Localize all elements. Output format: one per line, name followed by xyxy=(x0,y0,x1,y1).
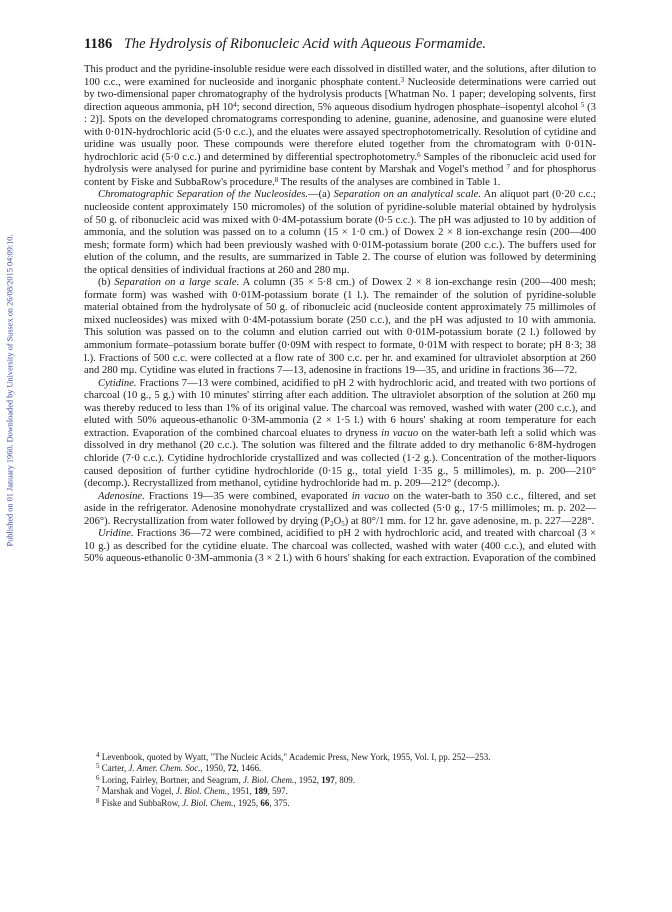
text-run: This product and the pyridine-insoluble residue were each dissolved in distilled water, and the solutions, after dilution to 100 c.c., were examined for nucleoside and inorganic phosphate content. xyxy=(84,64,596,88)
volume-number: 72 xyxy=(227,763,237,774)
text-run: and for phosphorus content by Fiske and SubbaRow's procedure. xyxy=(84,164,596,188)
section-heading: Adenosine. xyxy=(98,490,145,502)
footnote-mark: 4 xyxy=(96,751,100,759)
italic-term: in vacuo xyxy=(351,490,390,502)
text-run: An aliquot part (0·20 c.c.; nucleoside content approximately 150 micromoles) of the solution of pyridine-soluble material obtained by hydrolysis of 50 g. of ribonucleic acid was mixed with 0·4M-potassium borate (0·5 c.c.). The pH was adjusted to 10 by addition of ammonia, and the solution was passed on to a column (15 × 1·0 cm.) of Dowex 2 × 8 ion-exchange resin (200—400 mesh; formate form) which had been previously washed with 0·01M-potassium borate (200 c.c.). The buffers used for elution of the column, and the results, are summarized in Table 2. The course of elution was followed by determining the optical densities of individual fractions at 260 and 280 mμ. xyxy=(84,189,596,276)
text-run: (b) xyxy=(98,277,115,289)
page-header xyxy=(84,36,604,53)
text-run: Fractions 36—72 were combined, acidified to pH 2 with hydrochloric acid, and treated with charcoal (3 × 10 g.) as described for the cytidine eluate. The charcoal was collected, washed with water (400 c.c.), and eluted with 50% aqueous-ethanolic 0·3M-ammonia (3 × 2 l.) with 6 hours' shaking for each extraction. Evaporation of the combined xyxy=(84,528,596,565)
volume-number: 189 xyxy=(254,786,268,797)
ref-mark: 7 xyxy=(506,163,510,172)
footnote-text: Levenbook, quoted by Wyatt, "The Nucleic Acids," Academic Press, New York, 1955, Vol. I, pp. 252—253. xyxy=(99,752,491,762)
text-run: The results of the analyses are combined in Table 1. xyxy=(278,176,501,188)
subsection-heading: Separation on a large scale. xyxy=(114,277,240,289)
footnote xyxy=(84,798,596,809)
article-body xyxy=(84,64,596,566)
text-run: Nucleoside determinations were carried out by two-dimensional paper chromatography of the hydrolysis products [Whatman No. 1 paper; developing solvents, first direction aqueous ammonia, pH 10 xyxy=(84,76,596,113)
text-run: (3 : 2)]. Spots on the developed chromatograms corresponding to adenine, guanine, adenosine, and guanosine were eluted with 0·01N-hydrochloric acid (5·0 c.c.), and the eluates were assayed spectrophotometrically. Resolution of cytidine and uridine was usually poor. These compounds were therefore eluted together from the chromatogram with 0·01N-hydrochloric acid (5·0 c.c.) and determined by differential spectrophotometry. xyxy=(84,101,596,163)
text-run: Samples of the ribonucleic acid used for hydrolysis were analysed for purine and pyrimidine base content by Marshak and Vogel's method xyxy=(84,151,596,176)
journal-name: J. Biol. Chem. xyxy=(182,797,234,808)
footnote-mark: 8 xyxy=(96,796,100,805)
journal-name: J. Amer. Chem. Soc. xyxy=(128,763,201,774)
text-run: Fractions 7—13 were combined, acidified to pH 2 with hydrochloric acid, and treated with two portions of charcoal (10 g., 5 g.) with 10 minutes' stirring after each addition. The ultraviolet absorption of the solution at 260 mμ was thereby reduced to less than 1% of its original value. The charcoal was removed, washed with water (200 c.c.), and eluted with 50% aqueous-ethanolic 0·3M-ammonia (2 × 1·5 l.) with 6 hours' shaking at room temperature for each extraction. Evaporation of the combined charcoal eluates to dryness xyxy=(84,377,596,439)
footnote-text: , 375. xyxy=(269,797,290,808)
page-number: 1186 xyxy=(84,36,113,52)
ref-mark: 4 xyxy=(233,100,237,109)
subscript: 5 xyxy=(341,519,345,528)
footnote-mark: 5 xyxy=(96,762,100,771)
footnote-text: , 1952, xyxy=(294,774,322,785)
paragraph-adenosine xyxy=(84,491,596,529)
footnote-text: , 809. xyxy=(334,774,356,785)
text-run: on the water-bath to 350 c.c., filtered, and set aside in the refrigerator. Adenosine monohydrate crystallized and was collected (5·0 g., 17·5 millimoles; m. p. 202—206°). Recrystallization from water followed by drying (P xyxy=(84,490,596,527)
journal-name: J. Biol. Chem. xyxy=(243,774,295,785)
section-heading: Uridine. xyxy=(98,528,134,540)
text-run: A column (35 × 5·8 cm.) of Dowex 2 × 8 ion-exchange resin (200—400 mesh; formate form) was washed with 0·01M-potassium borate (1 l.). The remainder of the solution of pyridine-soluble material obtained from the hydrolysate of 50 g. of ribonucleic acid (nucleoside content approximately 75 millimoles of mixed nucleosides) was mixed with 0·4M-potassium borate (250 c.c.), and the pH was adjusted to 10 with ammonia. This solution was passed on to the column and elution carried out with 0·01M-potassium borate (2 l.) followed by ammonium formate–potassium borate buffer (0·09M with respect to formate, 0·01M with respect to borate; pH 8·3; 38 l.). Fractions of 500 c.c. were collected at a flow rate of 300 c.c. per hr. and examined for ultraviolet absorption at 260 and 280 mμ. Cytidine was eluted in fractions 7—13, adenosine in fractions 19—35, and uridine in fractions 36—72. xyxy=(84,277,596,377)
download-watermark xyxy=(2,150,18,630)
footnote-mark: 7 xyxy=(96,785,100,794)
footnote-text: Carter, xyxy=(99,763,129,774)
text-run: on the water-bath left a solid which was dissolved in dry methanol (20 c.c.). The solution was filtered and the filtrate added to dry methanolic 6·8M-hydrogen chloride (7·0 c.c.). Cytidine hydrochloride crystallized and was collected (1·2 g.). Concentration of the mother-liquors caused deposition of further cytidine hydrochloride (0·15 g., total yield 1·35 g., 5 millimoles), m. p. 200—210° (decomp.). Recrystallized from methanol, cytidine hydrochloride had m. p. 209—212° (decomp.). xyxy=(84,427,597,490)
footnote xyxy=(84,752,596,763)
footnote-text: Loring, Fairley, Bortner, and Seagram, xyxy=(99,774,244,785)
subsection-heading: Separation on an analytical scale. xyxy=(333,189,481,201)
download-watermark-text: Published on 01 January 1960. Downloaded by University of Sussex on 26/08/2015 04:09:10. xyxy=(5,233,15,547)
text-run: Fractions 19—35 were combined, evaporated xyxy=(144,490,352,502)
ref-mark: 5 xyxy=(580,100,585,109)
paragraph-large-scale-separation xyxy=(84,277,596,377)
volume-number: 197 xyxy=(321,774,335,785)
text-run: —(a) xyxy=(307,189,334,201)
footnote xyxy=(84,763,596,774)
text-run: ) at 80°/1 mm. for 12 hr. gave adenosine, m. p. 227—228°. xyxy=(344,515,595,527)
volume-number: 66 xyxy=(260,797,270,808)
ref-mark: 6 xyxy=(417,150,421,159)
text-run: ; second direction, 5% aqueous disodium hydrogen phosphate–isopentyl alcohol xyxy=(236,101,581,113)
footnote xyxy=(84,775,596,786)
ref-mark: 8 xyxy=(274,175,279,184)
paragraph-analytical-separation xyxy=(84,189,596,277)
footnote-text: Fiske and SubbaRow, xyxy=(99,797,183,808)
paragraph-cytidine xyxy=(84,378,596,491)
footnote-text: , 597. xyxy=(267,786,288,797)
italic-term: in vacuo xyxy=(381,427,419,439)
footnote-text: , 1925, xyxy=(233,797,261,808)
footnote-text: Marshak and Vogel, xyxy=(99,786,176,797)
footnote-text: , 1466. xyxy=(236,763,262,774)
footnote-text: , 1951, xyxy=(227,786,255,797)
section-heading: Cytidine. xyxy=(98,377,137,389)
section-heading: Chromatographic Separation of the Nucleosides. xyxy=(98,189,308,201)
paragraph-methods xyxy=(84,64,596,189)
ref-mark: 3 xyxy=(400,75,405,84)
subscript: 2 xyxy=(330,519,334,528)
footnote-text: , 1950, xyxy=(200,763,228,774)
running-title: The Hydrolysis of Ribonucleic Acid with Aqueous Formamide. xyxy=(123,36,487,52)
text-run: O xyxy=(333,515,342,527)
journal-name: J. Biol. Chem. xyxy=(175,786,228,797)
paragraph-uridine xyxy=(84,528,596,566)
footnote-mark: 6 xyxy=(96,773,100,782)
footnote xyxy=(84,786,596,797)
footnotes xyxy=(84,752,596,809)
